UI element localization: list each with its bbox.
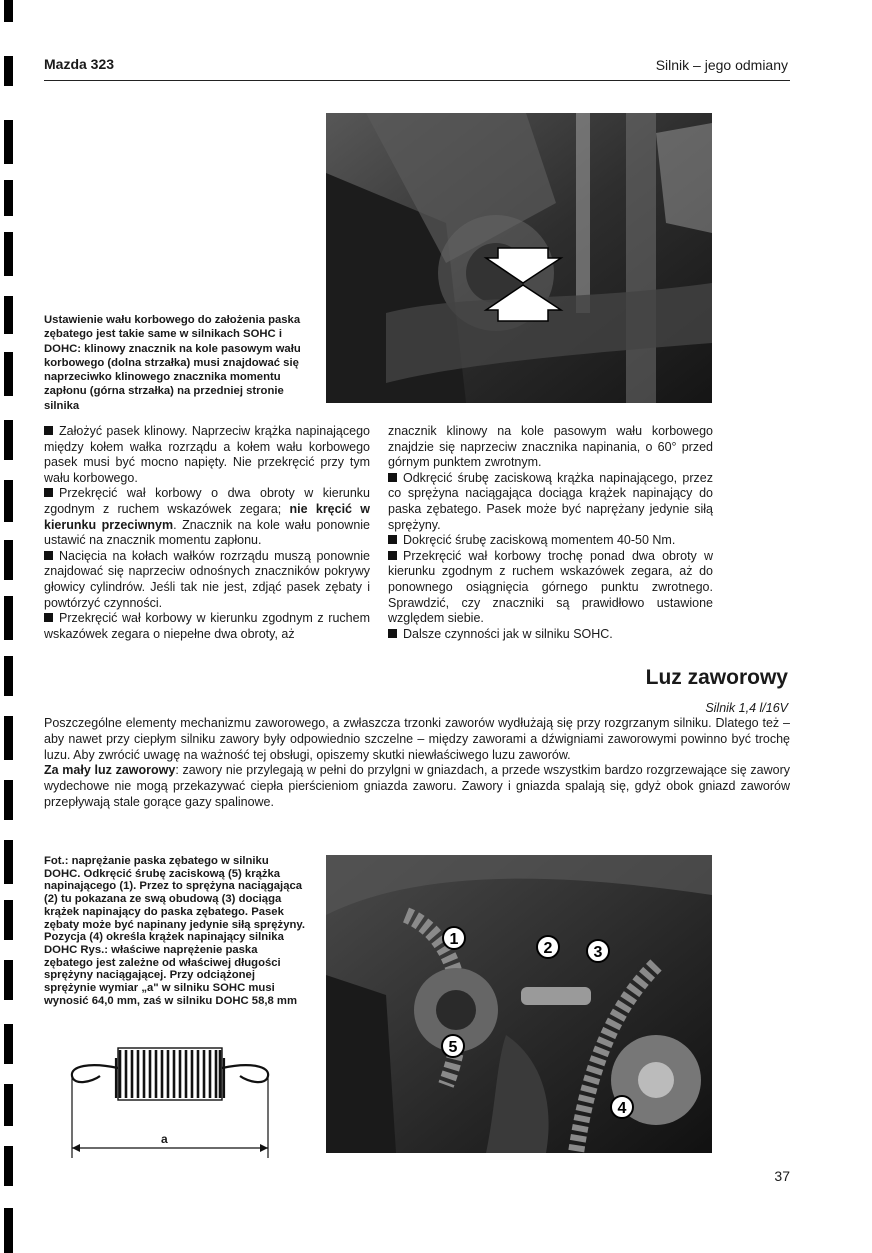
spring-diagram (60, 1036, 280, 1166)
scan-mark (4, 232, 13, 276)
callout-1 (443, 927, 465, 949)
scan-mark (4, 420, 13, 460)
section-subtitle: Silnik 1,4 l/16V (705, 701, 788, 715)
paragraph-text: Dokręcić śrubę zaciskową momentem 40-50 Nm. (403, 533, 676, 548)
scan-mark (4, 656, 13, 696)
scan-mark (4, 540, 13, 580)
emphasis-text: Za mały luz zaworowy (44, 763, 176, 778)
scan-mark (4, 596, 13, 640)
paragraph-text: : zawory nie przylegają w pełni do przylgni w gniazdach, a przede wszystkim bardzo rozgrzewające się zawory wydechowe nie mogą przekazywać ciepła pierścieniom gniazda zaworu. Zawory i gniazda spalają się, gdyż obok gniazd zaworów przepływają stale gorące gazy spalinowe. (44, 763, 791, 809)
page-number: 37 (774, 1168, 790, 1184)
figure1-caption: Ustawienie wału korbowego do założenia paska zębatego jest takie same w silnikach SOHC i DOHC: klinowy znacznik na kole pasowym wału korbowego (dolna strzałka) musi znajdować się naprzeciwko klinowego znacznika momentu zapłonu (górna strzałka) na przedniej stronie silnika (44, 314, 301, 412)
paragraph (44, 486, 370, 548)
section-body (44, 716, 790, 811)
paragraph-text: Nacięcia na kołach wałków rozrządu muszą ponownie znajdować się naprzeciw odnośnych znaczników pokrywy głowicy cylindrów. Jeśli tak nie jest, zdjąć pasek zębaty i powtórzyć czynności. (44, 548, 370, 610)
bullet-square-icon (44, 488, 53, 497)
callout-label: 3 (593, 944, 603, 961)
bullet-square-icon (388, 629, 397, 638)
text-column-left (44, 424, 370, 642)
scan-mark (4, 0, 13, 22)
header-rule (44, 80, 790, 81)
callout-4 (611, 1096, 633, 1118)
tensioner-photo (326, 855, 712, 1153)
bullet-square-icon (44, 551, 53, 560)
paragraph-text: znacznik klinowy na kole pasowym wału korbowego znajdzie się naprzeciw znacznika napinania, o 60° przed górnym punktem zwrotnym. (388, 424, 713, 470)
header-title: Mazda 323 (44, 56, 115, 72)
engine-timing-photo (326, 113, 712, 403)
scan-mark (4, 296, 13, 334)
scan-mark (4, 1146, 13, 1186)
callout-2 (537, 936, 559, 958)
scan-mark (4, 716, 13, 760)
section-title: Luz zaworowy (645, 666, 788, 689)
callout-label: 5 (448, 1039, 458, 1056)
scan-mark (4, 1208, 13, 1253)
paragraph-text: Przekręcić wał korbowy trochę ponad dwa obroty w kierunku zgodnym z ruchem wskazówek zegara, aż do ponownego osiągnięcia górnego punktu zwrotnego. Sprawdzić, czy znaczniki są prawidłowo ustawione względem siebie. (388, 548, 713, 626)
paragraph (388, 533, 713, 549)
scan-mark (4, 1084, 13, 1126)
paragraph-text: Przekręcić wał korbowy o dwa obroty w kierunku zgodnym z ruchem wskazówek zegara; (44, 486, 370, 516)
scan-mark (4, 1024, 13, 1064)
scan-mark (4, 840, 13, 884)
paragraph (44, 611, 370, 642)
callout-3 (587, 940, 609, 962)
scan-mark (4, 780, 13, 820)
text-column-right (388, 424, 713, 642)
header-section: Silnik – jego odmiany (655, 57, 788, 73)
bullet-square-icon (388, 551, 397, 560)
dimension-label: a (161, 1132, 168, 1146)
scan-mark (4, 352, 13, 396)
paragraph (388, 627, 713, 643)
paragraph-text: Przekręcić wał korbowy w kierunku zgodnym z ruchem wskazówek zegara o niepełne dwa obroty, aż (44, 611, 370, 641)
paragraph-text: . Znacznik na kole wału ponownie ustawić na znacznik momentu zapłonu. (44, 517, 370, 548)
bullet-square-icon (388, 473, 397, 482)
paragraph (388, 471, 713, 533)
bullet-square-icon (388, 535, 397, 544)
emphasis-text: nie kręcić w kierunku przeciwnym (44, 501, 370, 532)
paragraph (44, 424, 370, 486)
bullet-square-icon (44, 426, 53, 435)
paragraph-text: Odkręcić śrubę zaciskową krążka napinającego, przez co sprężyna naciągająca dociąga krążek napinający do paska zębatego. Pasek może być naprężany jedynie siłą sprężyny. (388, 470, 713, 532)
scan-mark (4, 480, 13, 522)
scan-mark (4, 180, 13, 216)
bullet-square-icon (44, 613, 53, 622)
callout-5 (442, 1035, 464, 1057)
figure2-caption: Fot.: naprężanie paska zębatego w silniku DOHC. Odkręcić śrubę zaciskową (5) krążka napinającego (1). Przez to sprężyna naciągająca (2) tu pokazana ze swą obudową (3) dociąga krążek napinający do paska zębatego. Pasek zębaty może być napinany jedynie siłą sprężyny. Pozycja (4) określa krążek napinający silnika DOHC Rys.: właściwe naprężenie paska zębatego jest zależne od właściwej długości sprężyny naciągającej. Przy odciążonej sprężynie wymiar „a" w silniku SOHC musi wynosić 64,0 mm, zaś w silniku DOHC 58,8 mm (44, 855, 305, 1007)
callout-label: 2 (543, 940, 553, 957)
paragraph (44, 549, 370, 611)
paragraph: Poszczególne elementy mechanizmu zaworowego, a zwłaszcza trzonki zaworów wydłużają się przy rozgrzanym silniku. Dlatego też – aby nawet przy ciepłym silniku zawory były odpowiednio szczelne – między zaworami a dźwigniami zaworowymi powinno być trochę luzu. Aby zwrócić uwagę na ważność tej obsługi, opiszemy skutki niewłaściwego luzu zaworów. (44, 716, 790, 762)
paragraph-text: Założyć pasek klinowy. Naprzeciw krążka napinającego między kołem wałka rozrządu a kołem wału korbowego pasek musi być mocno napięty. Nie przekręcić przy tym wału korbowego. (44, 424, 370, 485)
paragraph (44, 763, 790, 810)
paragraph (388, 549, 713, 627)
scan-mark (4, 56, 13, 86)
scan-mark (4, 960, 13, 1000)
scan-mark (4, 900, 13, 940)
scan-mark (4, 120, 13, 164)
paragraph-text: Dalsze czynności jak w silniku SOHC. (403, 626, 613, 641)
callout-label: 1 (449, 931, 459, 948)
paragraph (388, 424, 713, 471)
callout-label: 4 (617, 1100, 627, 1117)
